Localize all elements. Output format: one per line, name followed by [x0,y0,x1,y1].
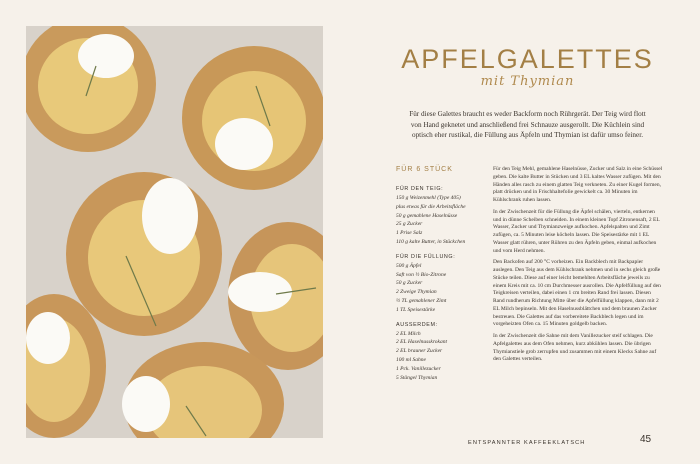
ingredient-item: 50 g Zucker [396,280,423,287]
recipe-subtitle: mit Thymian [480,74,575,89]
ingredient-item: 50 g gemahlene Haselnüsse [396,212,458,219]
ingredient-item: 2 EL Haselnusskrokant [396,339,448,346]
galette-2 [182,46,323,190]
instructions-column [493,166,663,368]
instruction-step: Den Backofen auf 200 °C vorheizen. Ein Backblech mit Backpapier auslegen. Den Teig aus dem Kühlschrank nehmen und in sechs gleich große Stücke teilen. Diese auf einer leicht bemehlten Arbeitsfläche jeweils zu einem Kreis mit ca. 10 cm Durchmesser ausrollen. Die Apfelfüllung auf den Teigkreisen verteilen, dabei einen 1 cm breiten Rand frei lassen. Diesen Rand rundherum Richtung Mitte über die Apfelfüllung klappen, dann mit 2 EL Milch bepinseln. Mit den Haselnussblättchen und dem braunen Zucker bestreuen. Die Galettes auf das vorbereitete Backblech legen und im vorgeheizten Ofen ca. 15 Minuten goldgelb backen. [493,259,661,328]
chapter-footer: ENTSPANNTER KAFFEEKLATSCH [468,440,586,446]
ingredient-item: 1 Pck. Vanillezucker [396,365,441,372]
ingredient-item: 1 Prise Salz [396,230,423,237]
recipe-intro: Für diese Galettes braucht es weder Backform noch Rührgerät. Der Teig wird flott von Hand geknetet und anschließend frei Schnauze ausgerollt. Die Küchlein sind optisch eher rustikal, die Füllung aus Äpfeln und Thymian ist dafür umso feiner. [409,110,646,139]
ingredient-item: ½ TL gemahlener Zimt [396,297,447,304]
ingredient-item: 1 TL Speisestärke [396,306,436,313]
ingredient-group-filling [396,253,486,315]
ingredient-group-heading: AUSSERDEM: [396,321,438,328]
ingredient-group-heading: FÜR DEN TEIG: [396,186,444,192]
ingredient-item: 5 Stängel Thymian [396,374,438,381]
instruction-step: Für den Teig Mehl, gemahlene Haselnüsse, Zucker und Salz in eine Schüssel geben. Die kalte Butter in Stücken und 3 EL kaltes Wasser zufügen. Mit den Händen alles rasch zu einem glatten Teig verkneten. Zu einer Kugel formen, platt drücken und in Frischhaltefolie gewickelt ca. 30 Minuten im Kühlschrank ruhen lassen. [493,166,663,203]
recipe-page [355,0,700,464]
page-number: 45 [640,434,652,445]
recipe-photo [26,26,323,438]
ingredient-item: plus etwas für die Arbeitsfläche [396,203,466,210]
serves-label: FÜR 6 STÜCK [396,166,453,173]
ingredient-item: 2 EL brauner Zucker [396,348,443,355]
ingredient-item: 500 g Äpfel [396,262,422,269]
galette-3 [66,172,222,336]
instruction-step: In der Zwischenzeit die Sahne mit dem Vanillezucker steif schlagen. Die Apfelgalettes aus dem Ofen nehmen, kurz abkühlen lassen. Die übrigen Thymianstiele grob zerrupfen und zusammen mit einem Klecks Sahne auf den Galettes verteilen. [493,333,657,363]
ingredient-group-extra [396,321,486,383]
ingredient-item: 2 EL Milch [396,330,421,337]
galettes-illustration [26,26,323,438]
ingredients-column [396,166,486,388]
ingredient-item: 25 g Zucker [396,221,423,228]
ingredient-item: 2 Zweige Thymian [396,289,437,296]
recipe-title: APFELGALETTES [401,44,654,74]
ingredient-item: 100 ml Sahne [396,356,426,363]
ingredient-item: Saft von ½ Bio-Zitrone [396,271,447,278]
ingredient-item: 110 g kalte Butter, in Stückchen [396,238,466,245]
instruction-step: In der Zwischenzeit für die Füllung die Äpfel schälen, vierteln, entkernen und in dünne Scheiben schneiden. In einem kleinen Topf Zitronensaft, 2 EL Wasser, Zucker und Thymianzweige aufkochen. Apfelspalten und Zimt zufügen, ca. 5 Minuten leise köcheln lassen. Die Speisestärke mit 1 EL Wasser glatt rühren, unter Rühren zu den Äpfeln geben, einmal aufkochen und vom Herd nehmen. [493,208,660,254]
ingredient-group-dough [396,185,486,247]
ingredient-item: 150 g Weizenmehl (Type 405) [396,195,461,201]
ingredient-group-heading: FÜR DIE FÜLLUNG: [396,253,456,260]
